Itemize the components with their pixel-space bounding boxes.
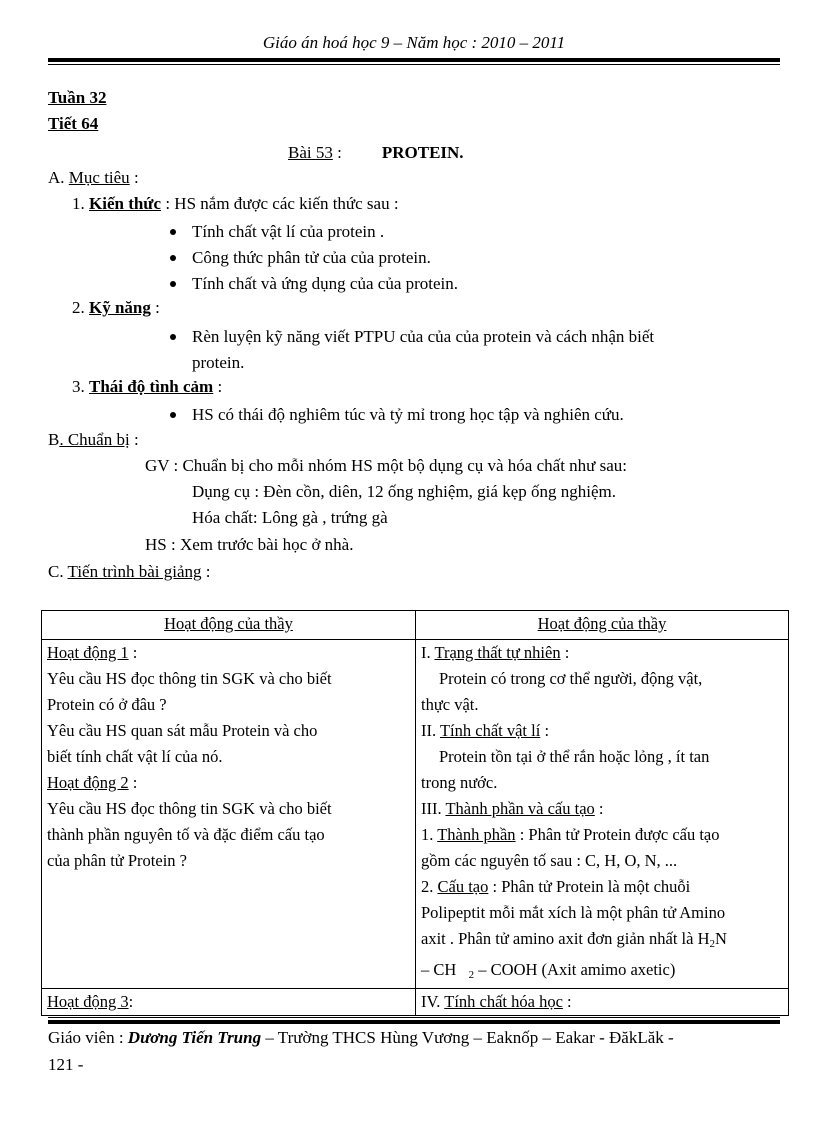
text-line: gồm các nguyên tố sau : C, H, O, N, ... bbox=[421, 851, 678, 870]
section-b-title: . Chuẩn bị bbox=[59, 430, 130, 449]
section-c-prefix: C. bbox=[48, 562, 68, 581]
formula-text: axit . Phân tử amino axit đơn giản nhất là H bbox=[421, 929, 710, 948]
section-prefix: III. bbox=[421, 799, 446, 818]
list-item: Tính chất vật lí của protein . bbox=[192, 219, 384, 245]
list-item: Tính chất và ứng dụng của của protein. bbox=[192, 271, 458, 297]
content-cell bbox=[416, 640, 789, 989]
page-footer bbox=[48, 1024, 788, 1078]
week-label: Tuần 32 bbox=[48, 88, 107, 107]
section-a-colon: : bbox=[129, 168, 139, 187]
section-colon: : bbox=[560, 643, 570, 662]
section-c-heading bbox=[48, 562, 210, 582]
part-title: Cấu tạo bbox=[437, 877, 489, 896]
text-line: Yêu cầu HS quan sát mẫu Protein và cho bbox=[47, 721, 318, 740]
objective-label: Kỹ năng bbox=[89, 298, 151, 317]
teacher-activity-cell bbox=[42, 640, 416, 989]
objective-skills bbox=[72, 298, 160, 318]
header-rule-thin bbox=[48, 64, 780, 65]
text-line: thực vật. bbox=[421, 695, 479, 714]
section-2-heading bbox=[421, 718, 783, 744]
formula-subscript: 2 bbox=[468, 969, 475, 981]
objective-attitude bbox=[72, 377, 222, 397]
section-c-colon: : bbox=[201, 562, 211, 581]
list-item: Rèn luyện kỹ năng viết PTPU của của của protein và cách nhận biết bbox=[192, 324, 654, 350]
footer-prefix: Giáo viên : bbox=[48, 1028, 128, 1047]
text-line: biết tính chất vật lí của nó. bbox=[47, 747, 223, 766]
activity-colon: : bbox=[128, 643, 138, 662]
composition-line bbox=[421, 822, 783, 848]
objective-knowledge bbox=[72, 194, 399, 214]
section-colon: : bbox=[540, 721, 550, 740]
activity-title: Hoạt động 1 bbox=[47, 643, 129, 662]
header-rule-thick bbox=[48, 58, 780, 62]
period-label: Tiết 64 bbox=[48, 114, 99, 133]
section-a-title: Mục tiêu bbox=[68, 168, 130, 187]
table-row bbox=[42, 640, 789, 989]
section-prefix: I. bbox=[421, 643, 435, 662]
text-line: thành phần nguyên tố và đặc điểm cấu tạo bbox=[47, 825, 325, 844]
objective-label: Thái độ tình cảm bbox=[89, 377, 214, 396]
formula-line bbox=[421, 957, 783, 988]
teacher-name: Dương Tiến Trung bbox=[127, 1028, 262, 1047]
lesson-title: PROTEIN. bbox=[381, 143, 464, 162]
prep-teacher: GV : Chuẩn bị cho mỗi nhóm HS một bộ dụng cụ và hóa chất như sau: bbox=[145, 456, 628, 475]
formula-subscript: 2 bbox=[709, 938, 715, 950]
part-text: : Phân tử Protein được cấu tạo bbox=[515, 825, 720, 844]
skills-continuation: protein. bbox=[192, 353, 245, 372]
text-line: Protein tồn tại ở thể rắn hoặc lỏng , ít tan bbox=[439, 747, 710, 766]
lesson-activity-table bbox=[41, 610, 789, 1016]
list-item: HS có thái độ nghiêm túc và tỷ mỉ trong học tập và nghiên cứu. bbox=[192, 402, 624, 428]
formula-line bbox=[421, 926, 783, 957]
header-title: Giáo án hoá học 9 – Năm học : 2010 – 2011 bbox=[262, 33, 566, 52]
list-item: Công thức phân tử của của protein. bbox=[192, 245, 431, 271]
objective-tail: : bbox=[213, 377, 223, 396]
text-line: Yêu cầu HS đọc thông tin SGK và cho biết bbox=[47, 669, 332, 688]
text-line: của phân tử Protein ? bbox=[47, 851, 187, 870]
part-text: : Phân tử Protein là một chuỗi bbox=[488, 877, 691, 896]
content-cell bbox=[416, 989, 789, 1016]
section-prefix: IV. bbox=[421, 992, 445, 1011]
lesson-sep: : bbox=[332, 143, 342, 162]
activity-colon: : bbox=[128, 992, 134, 1011]
section-colon: : bbox=[562, 992, 572, 1011]
section-title: Trạng thất tự nhiên bbox=[434, 643, 561, 662]
section-prefix: II. bbox=[421, 721, 440, 740]
prep-student: HS : Xem trước bài học ở nhà. bbox=[145, 535, 354, 554]
section-colon: : bbox=[594, 799, 604, 818]
footer-school: – Trường THCS Hùng Vương – Eaknốp – Eakar - ĐăkLăk - bbox=[261, 1028, 674, 1047]
activity-colon: : bbox=[128, 773, 138, 792]
teacher-activity-cell bbox=[42, 989, 416, 1016]
lesson-heading bbox=[288, 143, 464, 163]
objective-num: 2. bbox=[72, 298, 89, 317]
section-c-title: Tiến trình bài giảng bbox=[67, 562, 202, 581]
table-header-row bbox=[42, 611, 789, 640]
table-row bbox=[42, 989, 789, 1016]
text-line: Protein có trong cơ thể người, động vật, bbox=[439, 669, 703, 688]
section-a-prefix: A. bbox=[48, 168, 69, 187]
formula-text: – CH bbox=[421, 960, 457, 979]
part-title: Thành phần bbox=[437, 825, 516, 844]
section-3-heading bbox=[421, 796, 783, 822]
activity-title: Hoạt động 2 bbox=[47, 773, 129, 792]
prep-tools: Dụng cụ : Đèn cồn, diên, 12 ống nghiệm, giá kẹp ống nghiệm. bbox=[192, 482, 616, 501]
structure-line bbox=[421, 874, 783, 900]
lesson-label: Bài 53 bbox=[288, 143, 333, 162]
text-line: Polipeptit mỗi mắt xích là một phân tử Amino bbox=[421, 903, 726, 922]
footer-line bbox=[48, 1024, 788, 1051]
objective-num: 3. bbox=[72, 377, 89, 396]
text-line: trong nước. bbox=[421, 773, 498, 792]
text-line: Protein có ở đâu ? bbox=[47, 695, 167, 714]
section-a-heading bbox=[48, 168, 139, 188]
prep-chemicals: Hóa chất: Lông gà , trứng gà bbox=[192, 508, 388, 527]
objective-tail: : HS nắm được các kiến thức sau : bbox=[161, 194, 399, 213]
section-title: Thành phần và cấu tạo bbox=[445, 799, 595, 818]
activity-2-heading bbox=[47, 770, 410, 796]
table-header-right bbox=[416, 611, 789, 640]
section-b-heading bbox=[48, 430, 139, 450]
section-title: Tính chất hóa học bbox=[444, 992, 563, 1011]
part-prefix: 2. bbox=[421, 877, 438, 896]
table-header-left bbox=[42, 611, 416, 640]
activity-1-heading bbox=[47, 640, 410, 666]
section-title: Tính chất vật lí bbox=[439, 721, 541, 740]
objective-tail: : bbox=[150, 298, 160, 317]
activity-title: Hoạt động 3 bbox=[47, 992, 129, 1011]
formula-text: N bbox=[715, 929, 727, 948]
footer-rule-thin bbox=[48, 1017, 780, 1018]
formula-text: – COOH (Axit amimo axetic) bbox=[474, 960, 676, 979]
header-text: Hoạt động của thầy bbox=[164, 614, 293, 633]
objective-label: Kiến thức bbox=[89, 194, 162, 213]
part-prefix: 1. bbox=[421, 825, 438, 844]
section-1-heading bbox=[421, 640, 783, 666]
section-b-prefix: B bbox=[48, 430, 60, 449]
text-line: Yêu cầu HS đọc thông tin SGK và cho biết bbox=[47, 799, 332, 818]
objective-num: 1. bbox=[72, 194, 89, 213]
section-b-colon: : bbox=[129, 430, 139, 449]
page-number: 121 - bbox=[48, 1055, 84, 1074]
header-text: Hoạt động của thầy bbox=[537, 614, 667, 633]
